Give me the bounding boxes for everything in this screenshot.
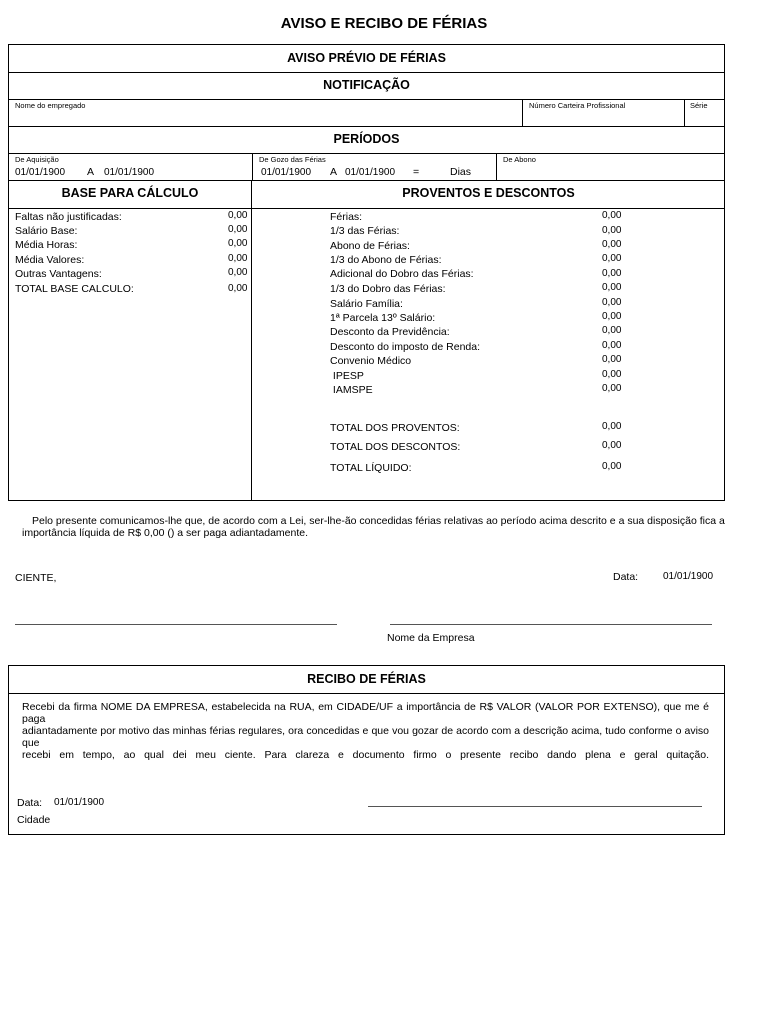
- base-item-value: 0,00: [228, 267, 248, 278]
- base-item-label: TOTAL BASE CALCULO:: [15, 283, 134, 295]
- gozo-dias: Dias: [450, 166, 472, 178]
- divider: [8, 693, 725, 694]
- divider: [8, 72, 725, 73]
- base-item-value: 0,00: [228, 283, 248, 294]
- recibo-line: recebi em tempo, ao qual dei meu ciente. Para clareza e documento firmo o presente recibo dando plena e geral quitação.: [22, 749, 709, 761]
- provento-item-value: 0,00: [602, 297, 622, 308]
- proventos-header: PROVENTOS E DESCONTOS: [402, 186, 575, 200]
- provento-item-label: 1ª Parcela 13º Salário:: [330, 312, 436, 324]
- recibo-data-label: Data:: [17, 797, 43, 809]
- divider: [8, 99, 725, 100]
- total-proventos-label: TOTAL DOS PROVENTOS:: [330, 422, 460, 434]
- notificacao-header: NOTIFICAÇÃO: [323, 78, 410, 92]
- gozo-label: De Gozo das Férias: [259, 155, 326, 164]
- total-proventos-value: 0,00: [602, 421, 622, 432]
- recibo-paragraph: [22, 701, 709, 761]
- base-item-value: 0,00: [228, 238, 248, 249]
- base-item-label: Salário Base:: [15, 225, 78, 237]
- provento-item-label: IPESP: [330, 370, 364, 382]
- base-item-label: Média Horas:: [15, 239, 78, 251]
- base-item-value: 0,00: [228, 224, 248, 235]
- recibo-header: RECIBO DE FÉRIAS: [307, 672, 426, 686]
- aquisicao-sep: A: [87, 166, 95, 178]
- provento-item-value: 0,00: [602, 282, 622, 293]
- divider: [252, 153, 253, 180]
- company-signature-line: [390, 624, 712, 625]
- provento-item-value: 0,00: [602, 268, 622, 279]
- provento-item-label: Abono de Férias:: [330, 240, 410, 252]
- document-title: AVISO E RECIBO DE FÉRIAS: [280, 15, 488, 32]
- periodos-header: PERÍODOS: [333, 132, 400, 146]
- recibo-line: Recebi da firma NOME DA EMPRESA, estabelecida na RUA, em CIDADE/UF a importância de R$ VALOR (VALOR POR EXTENSO), que me é paga: [22, 701, 709, 725]
- provento-item-value: 0,00: [602, 325, 622, 336]
- base-header: BASE PARA CÁLCULO: [61, 186, 199, 200]
- provento-item-value: 0,00: [602, 340, 622, 351]
- employee-name-label: Nome do empregado: [15, 101, 86, 110]
- recibo-cidade: Cidade: [17, 814, 51, 826]
- recibo-signature-line: [368, 806, 702, 807]
- gozo-end: 01/01/1900: [345, 167, 396, 178]
- notice-line: importância líquida de R$ 0,00 () a ser paga adiantadamente.: [22, 527, 309, 539]
- divider: [496, 153, 497, 180]
- provento-item-value: 0,00: [602, 354, 622, 365]
- provento-item-value: 0,00: [602, 210, 622, 221]
- aviso-data-label: Data:: [613, 571, 639, 583]
- aquisicao-end: 01/01/1900: [104, 167, 155, 178]
- serie-label: Série: [690, 101, 708, 110]
- aquisicao-label: De Aquisição: [15, 155, 59, 164]
- total-liquido-value: 0,00: [602, 461, 622, 472]
- divider: [8, 208, 725, 209]
- base-item-label: Outras Vantagens:: [15, 268, 102, 280]
- provento-item-value: 0,00: [602, 311, 622, 322]
- carteira-label: Número Carteira Profissional: [529, 101, 626, 110]
- recibo-data-value: 01/01/1900: [54, 797, 105, 808]
- base-item-value: 0,00: [228, 210, 248, 221]
- base-item-label: Faltas não justificadas:: [15, 211, 122, 223]
- aviso-header: AVISO PRÉVIO DE FÉRIAS: [287, 51, 446, 65]
- provento-item-label: 1/3 do Abono de Férias:: [330, 254, 442, 266]
- divider: [8, 153, 725, 154]
- provento-item-label: 1/3 das Férias:: [330, 225, 400, 237]
- provento-item-label: IAMSPE: [330, 384, 373, 396]
- company-name: Nome da Empresa: [387, 632, 475, 644]
- divider: [8, 126, 725, 127]
- abono-label: De Abono: [503, 155, 536, 164]
- divider: [522, 99, 523, 126]
- base-item-label: Média Valores:: [15, 254, 85, 266]
- aviso-data-value: 01/01/1900: [663, 571, 714, 582]
- provento-item-label: Convenio Médico: [330, 355, 412, 367]
- employee-signature-line: [15, 624, 337, 625]
- provento-item-value: 0,00: [602, 225, 622, 236]
- provento-item-value: 0,00: [602, 383, 622, 394]
- provento-item-label: Adicional do Dobro das Férias:: [330, 268, 474, 280]
- provento-item-label: Férias:: [330, 211, 363, 223]
- gozo-start: 01/01/1900: [261, 167, 312, 178]
- provento-item-value: 0,00: [602, 239, 622, 250]
- notice-paragraph: [22, 515, 725, 539]
- base-item-value: 0,00: [228, 253, 248, 264]
- provento-item-label: Desconto da Previdência:: [330, 326, 450, 338]
- provento-item-label: Desconto do imposto de Renda:: [330, 341, 481, 353]
- recibo-line: adiantadamente por motivo das minhas férias regulares, ora concedidas e que vou gozar de acordo com a descrição acima, tudo conforme o aviso que: [22, 725, 709, 749]
- aquisicao-start: 01/01/1900: [15, 167, 66, 178]
- notice-line: Pelo presente comunicamos-lhe que, de acordo com a Lei, ser-lhe-ão concedidas férias relativas ao período acima descrito e a sua disposição fica a: [32, 515, 725, 527]
- total-descontos-label: TOTAL DOS DESCONTOS:: [330, 441, 461, 453]
- total-descontos-value: 0,00: [602, 440, 622, 451]
- provento-item-value: 0,00: [602, 369, 622, 380]
- provento-item-label: 1/3 do Dobro das Férias:: [330, 283, 446, 295]
- divider: [251, 180, 252, 501]
- divider: [684, 99, 685, 126]
- provento-item-label: Salário Família:: [330, 298, 403, 310]
- total-liquido-label: TOTAL LÍQUIDO:: [330, 462, 412, 474]
- divider: [8, 180, 725, 181]
- gozo-sep: A: [330, 166, 338, 178]
- provento-item-value: 0,00: [602, 253, 622, 264]
- gozo-equals: =: [413, 166, 420, 178]
- ciente-label: CIENTE,: [15, 572, 57, 584]
